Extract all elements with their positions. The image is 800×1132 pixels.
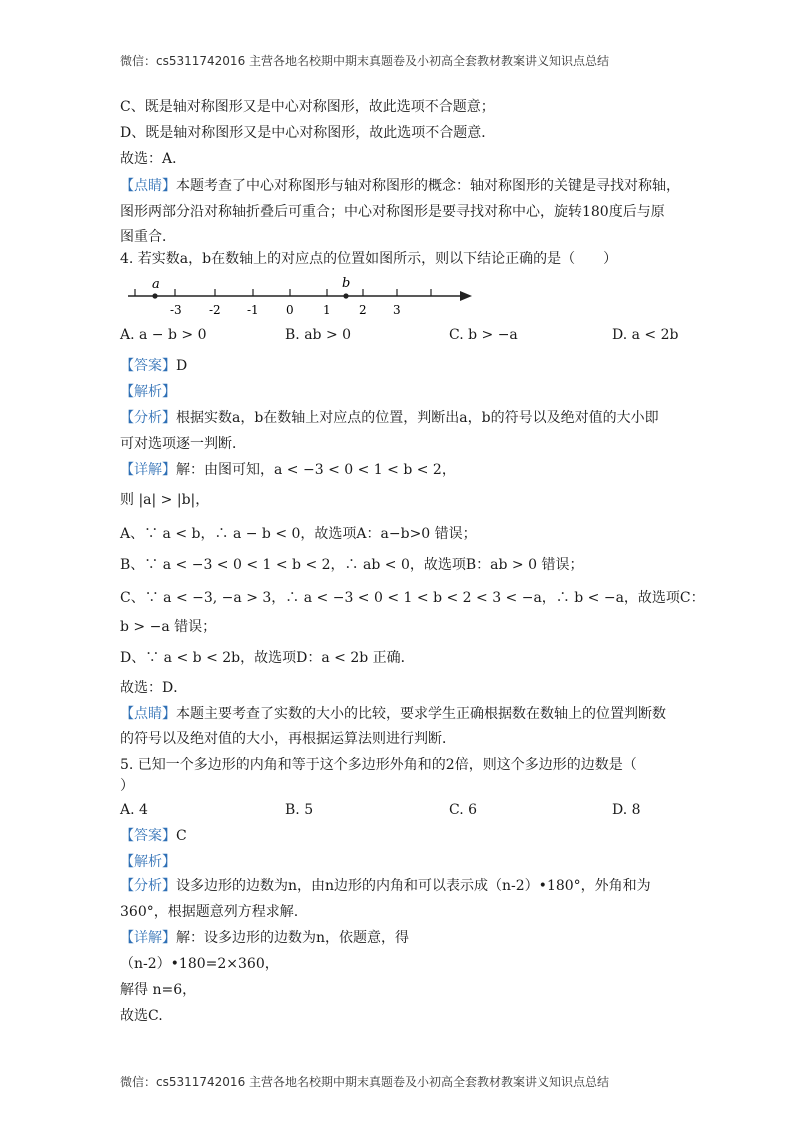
number-line-figure (120, 276, 480, 320)
q5-option-c: C. 6 (449, 802, 478, 818)
text-line: b > −a 错误； (120, 619, 217, 635)
q5-option-b: B. 5 (285, 802, 314, 818)
tick-label: 1 (323, 303, 331, 317)
text-line: 则 |a| > |b|， (120, 492, 210, 508)
text-line: 解得 n=6， (120, 982, 197, 998)
section-tag: 【解析】 (120, 384, 176, 400)
section-tag: 【答案】 (120, 358, 176, 374)
q4-option-c: C. b > −a (449, 327, 518, 343)
tick-label: 2 (359, 303, 367, 317)
question-4-stem: 4. 若实数a，b在数轴上的对应点的位置如图所示，则以下结论正确的是（ ） (120, 251, 618, 267)
text-line: 的符号以及绝对值的大小，再根据运算法则进行判断． (120, 731, 456, 747)
text-line: 故选：A． (120, 151, 187, 167)
text-line: 故选C. (120, 1008, 163, 1024)
section-tag: 【详解】 (120, 930, 176, 946)
section-tag: 【点睛】 (120, 178, 176, 194)
text-line: 【分析】设多边形的边数为n，由n边形的内角和可以表示成（n-2）•180°，外角和为 (120, 878, 651, 894)
text-line: 【详解】解：设多边形的边数为n，依题意，得 (120, 930, 410, 946)
text-line: 图重合． (120, 229, 176, 245)
section-tag: 【分析】 (120, 878, 176, 894)
page-footer: 微信：cs5311742016 主营各地名校期中期末真题卷及小初高全套教材教案讲义知识点总结 (120, 1075, 610, 1089)
text-line: 故选：D． (120, 680, 188, 696)
answer-label: 【答案】C (120, 828, 187, 844)
point-a-label: a (152, 277, 160, 292)
q4-option-d: D. a < 2b (612, 327, 679, 343)
answer-label: 【答案】D (120, 358, 188, 374)
point-a (152, 293, 157, 298)
text-line: C、∵ a < −3, −a > 3，∴ a < −3 < 0 < 1 < b < 2 < 3 < −a，∴ b < −a，故选项C： (120, 590, 705, 606)
point-b (343, 293, 348, 298)
tick-label: -3 (170, 303, 182, 317)
text-line: 【详解】解：由图可知，a < −3 < 0 < 1 < b < 2， (120, 462, 456, 478)
text-line: 【点睛】本题主要考查了实数的大小的比较，要求学生正确根据数在数轴上的位置判断数 (120, 706, 666, 722)
text-line: 【分析】根据实数a，b在数轴上对应点的位置，判断出a，b的符号以及绝对值的大小即 (120, 410, 659, 426)
text-line: D、既是轴对称图形又是中心对称图形，故此选项不合题意． (120, 125, 496, 141)
q4-option-b: B. ab > 0 (285, 327, 352, 343)
text-line: 360°，根据题意列方程求解. (120, 904, 299, 920)
text-line: D、∵ a < b < 2b，故选项D：a < 2b 正确． (120, 650, 415, 666)
text-line: 图形两部分沿对称轴折叠后可重合；中心对称图形是要寻找对称中心，旋转180度后与原 (120, 204, 665, 220)
text-line: A、∵ a < b，∴ a − b < 0，故选项A：a−b>0 错误； (120, 526, 477, 542)
section-tag: 【点睛】 (120, 706, 176, 722)
text-line: 【点睛】本题考查了中心对称图形与轴对称图形的概念：轴对称图形的关键是寻找对称轴， (120, 178, 680, 194)
tick-label: 3 (393, 303, 401, 317)
q5-option-a: A. 4 (120, 802, 148, 818)
analysis-label (120, 853, 176, 871)
text-line: C、既是轴对称图形又是中心对称图形，故此选项不合题意； (120, 99, 495, 115)
text-line: 可对选项逐一判断． (120, 436, 246, 452)
section-tag: 【解析】 (120, 854, 176, 870)
analysis-label (120, 383, 176, 401)
question-5-stem: 5. 已知一个多边形的内角和等于这个多边形外角和的2倍，则这个多边形的边数是（ (120, 757, 637, 773)
q4-option-a: A. a − b > 0 (120, 327, 207, 343)
text-line: （n-2）•180=2×360， (120, 956, 279, 972)
section-tag: 【答案】 (120, 828, 176, 844)
q5-option-d: D. 8 (612, 802, 641, 818)
text-line: B、∵ a < −3 < 0 < 1 < b < 2，∴ ab < 0，故选项B：ab > 0 错误； (120, 557, 584, 573)
section-tag: 【分析】 (120, 410, 176, 426)
point-b-label: b (342, 276, 351, 291)
section-tag: 【详解】 (120, 462, 176, 478)
page-header: 微信：cs5311742016 主营各地名校期中期末真题卷及小初高全套教材教案讲义知识点总结 (120, 54, 610, 68)
tick-label: -1 (247, 303, 259, 317)
text-line: ） (120, 778, 134, 794)
tick-label: -2 (209, 303, 221, 317)
tick-label: 0 (286, 303, 294, 317)
